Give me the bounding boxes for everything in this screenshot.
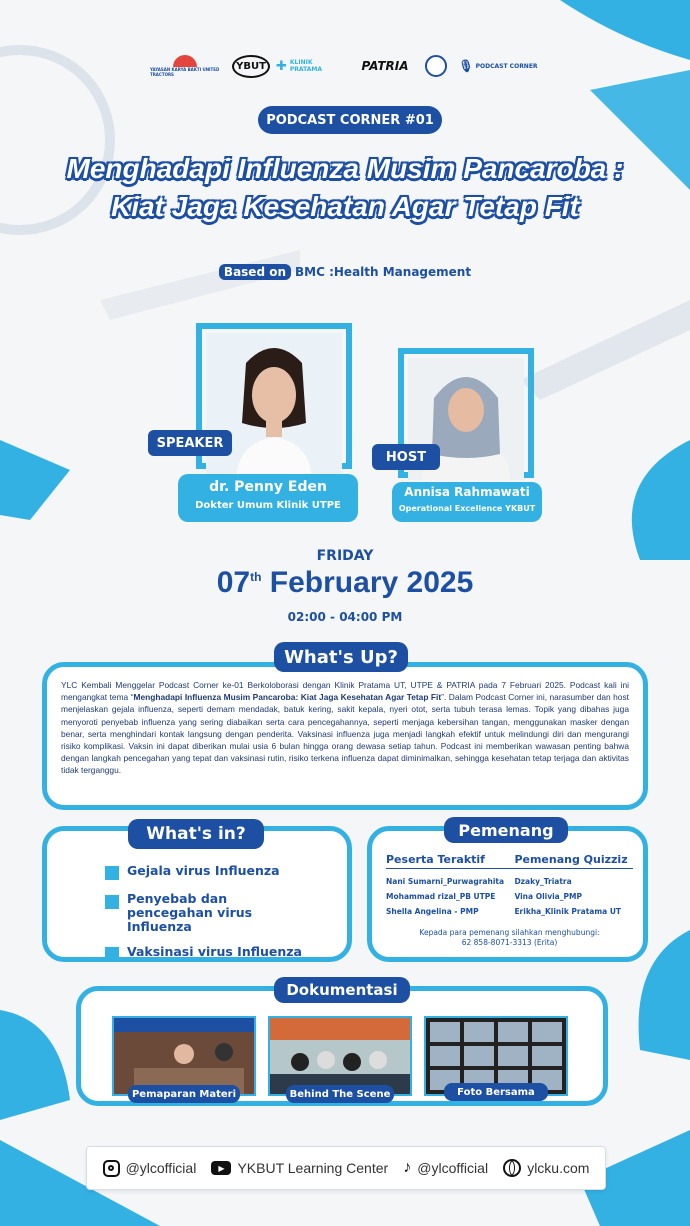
host-name: Annisa Rahmawati xyxy=(404,485,530,499)
whats-in-title: What's in? xyxy=(128,819,264,849)
speaker-card xyxy=(178,474,358,522)
whats-up-title: What's Up? xyxy=(274,642,408,672)
whats-in-item: Vaksinasi virus Influenza xyxy=(105,944,347,961)
based-on-label: Based on xyxy=(219,264,291,280)
footer-youtube[interactable]: ▶ YKBUT Learning Center xyxy=(211,1160,388,1176)
speaker-title: Dokter Umum Klinik UTPE xyxy=(195,500,341,511)
globe-icon xyxy=(503,1159,521,1177)
event-date xyxy=(0,566,690,600)
pemenang-quizziz-item: Dzaky_Triatra xyxy=(514,877,572,886)
pemenang-contact: Kepada para pemenang silahkan menghubungi: 62 858-8071-3313 (Erita) xyxy=(419,928,600,947)
tiktok-icon: ♪ xyxy=(403,1159,412,1176)
footer-bar xyxy=(86,1146,606,1190)
whats-up-body: YLC Kembali Menggelar Podcast Corner ke-01 Berkoloborasi dengan Klinik Pratama UT, UTPE & PATRIA pada 7 Februari 2025. Podcast kali ini mengangkat tema “Menghadapi Influenza Musim Pancaroba: Kiat Jaga Kesehatan Agar Tetap Fit”. Dalam Podcast Corner ini, narasumber dan host menjelaskan gejala influenza, seperti demam mendadak, batuk kering, sakit kepala, nyeri otot, serta tubuh terasa lemas. Topik yang dibahas juga menyoroti penyebab influenza yang sering diabaikan serta cara pencegahannya, seperti menjaga kebersihan tangan, menggunakan masker dengan benar, serta menghindari kontak langsung dengan penderita. Vaksinasi influenza juga menjadi langkah efektif untuk melindungi diri dan mengurangi risiko komplikasi. Vaksin ini dapat diberikan mulai usia 6 bulan hingga orang dewasa setiap tahun. Podcast ini memberikan wawasan penting bahwa dengan langkah pencegahan yang tepat dan vaksinasi rutin, risiko terkena influenza dapat diminimalkan, sehingga kesehatan tetap terjaga dan aktivitas tidak terganggu. xyxy=(61,680,629,776)
doc-photo-behind xyxy=(268,1016,412,1096)
speaker-role: SPEAKER xyxy=(148,430,232,456)
based-on-value: BMC :Health Management xyxy=(295,265,472,279)
peserta-teraktif-title: Peserta Teraktif xyxy=(386,853,514,869)
event-day: FRIDAY xyxy=(316,548,374,564)
yayasan-logo: YAYASAN KARYA BAKTI UNITED TRACTORS xyxy=(150,52,220,80)
host-role: HOST xyxy=(372,444,440,470)
bullet-square-icon xyxy=(105,895,119,909)
footer-website[interactable]: ylcku.com xyxy=(503,1159,589,1177)
event-title-line2: Kiat Jaga Kesehatan Agar Tetap Fit xyxy=(111,191,579,222)
pemenang-card xyxy=(367,826,648,962)
event-time: 02:00 - 04:00 PM xyxy=(287,610,403,624)
peserta-teraktif-item: Shella Angelina - PMP xyxy=(386,907,479,916)
event-date-suffix: th xyxy=(250,570,262,584)
peserta-teraktif-item: Mohammad rizal_PB UTPE xyxy=(386,892,496,901)
doc-label-pemaparan: Pemaparan Materi xyxy=(128,1085,240,1103)
event-title-line1: Menghadapi Influenza Musim Pancaroba : xyxy=(66,153,624,184)
ybut-logo: YBUT xyxy=(232,52,270,80)
host-card xyxy=(392,482,542,522)
footer-instagram[interactable]: @ylcofficial xyxy=(103,1160,197,1177)
patria-logo: PATRIA xyxy=(361,59,409,73)
bullet-square-icon xyxy=(105,947,119,961)
pemenang-title: Pemenang xyxy=(444,817,568,843)
event-title xyxy=(0,150,690,226)
pemenang-quizziz-item: Vina Olivia_PMP xyxy=(514,892,582,901)
doc-label-behind: Behind The Scene xyxy=(286,1085,394,1103)
youtube-icon: ▶ xyxy=(211,1161,231,1175)
instagram-icon xyxy=(103,1160,120,1177)
whats-up-card xyxy=(42,662,648,810)
whats-in-item: Penyebab dan pencegahan virus Influenza xyxy=(105,892,347,934)
podcast-corner-badge: PODCAST CORNER #01 xyxy=(258,106,442,134)
speaker-photo xyxy=(206,333,342,483)
event-date-number: 07 xyxy=(216,566,251,599)
badge-logo xyxy=(424,52,448,80)
podcast-corner-logo: 🎙 PODCAST CORNER xyxy=(458,59,538,73)
whats-in-item: Gejala virus Influenza xyxy=(105,863,347,880)
dokumentasi-title: Dokumentasi xyxy=(274,977,410,1003)
pemenang-quizziz-item: Erikha_Klinik Pratama UT xyxy=(514,907,622,916)
speaker-name: dr. Penny Eden xyxy=(209,479,327,495)
peserta-teraktif-item: Nani Sumarni_Purwagrahita xyxy=(386,877,505,886)
event-date-month-year: February 2025 xyxy=(269,566,474,599)
doc-photo-pemaparan xyxy=(112,1016,256,1096)
based-on xyxy=(0,264,690,280)
host-title: Operational Excellence YKBUT xyxy=(398,504,536,513)
doc-label-foto-bersama: Foto Bersama xyxy=(444,1083,548,1101)
footer-tiktok[interactable]: ♪ @ylcofficial xyxy=(403,1159,489,1176)
pemenang-quizziz-title: Pemenang Quizziz xyxy=(514,853,633,869)
bullet-square-icon xyxy=(105,866,119,880)
klinik-pratama-logo: ✚ KLINIK PRATAMA xyxy=(276,58,322,74)
